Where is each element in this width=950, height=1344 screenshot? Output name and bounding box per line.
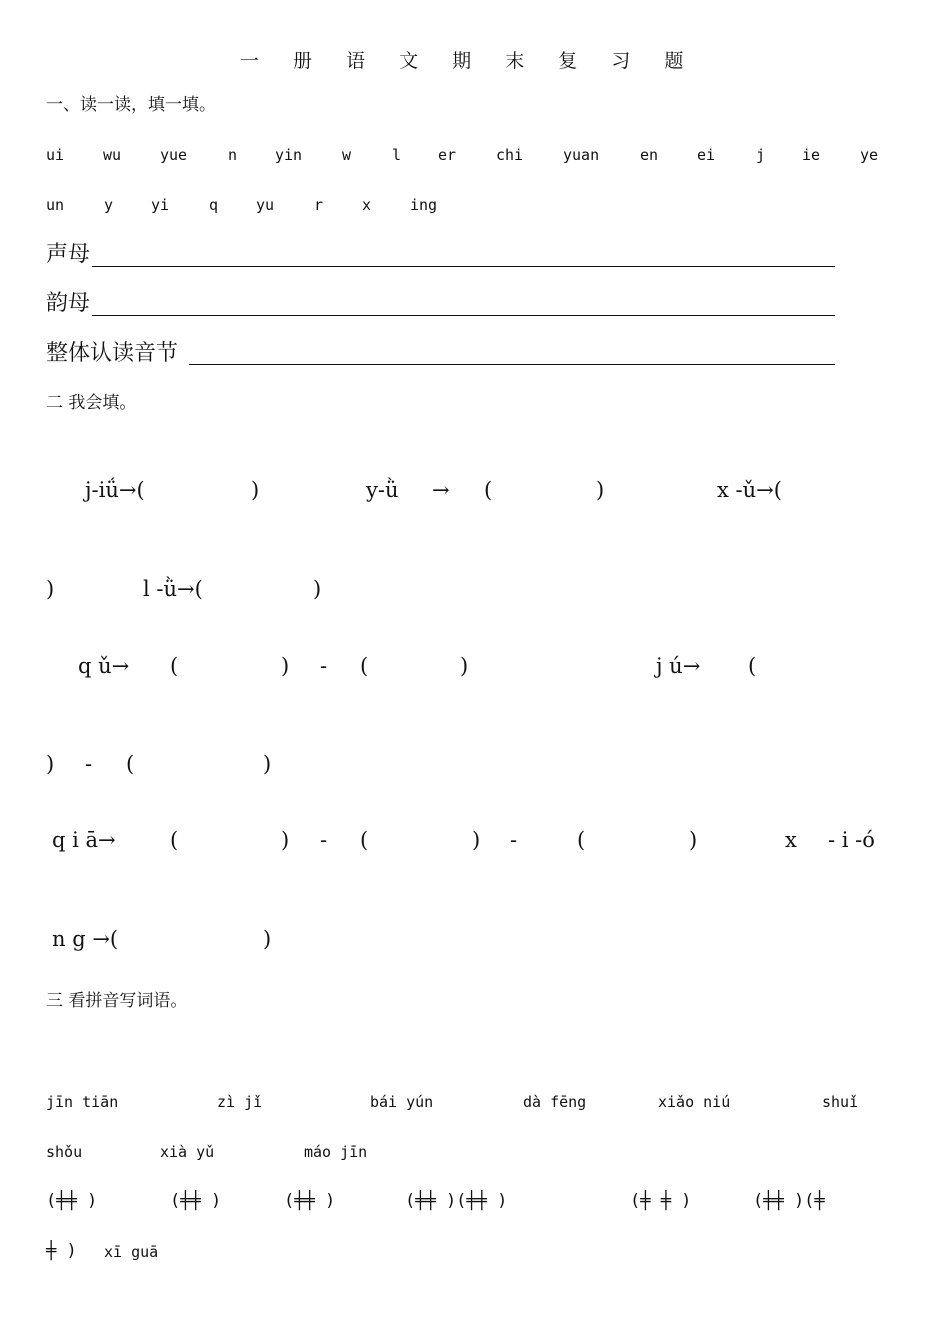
pinyin-item: er (438, 146, 457, 164)
exercise-text: ( (126, 752, 135, 776)
answer-line-shengmu[interactable] (92, 266, 835, 267)
pinyin-item: yi (151, 196, 170, 214)
word-pinyin: jīn tiān (46, 1093, 119, 1111)
section-1-heading: 一、读一读，填一填。 (46, 95, 216, 115)
exercise-text: ) (251, 478, 260, 502)
writing-grid-box[interactable]: (╪╪ ) (46, 1191, 98, 1211)
label-shengmu: 声母 (46, 242, 91, 267)
word-pinyin: bái yún (370, 1093, 434, 1111)
pinyin-item: chi (496, 146, 524, 164)
exercise-text: ) (313, 577, 322, 601)
exercise-text: ) (263, 752, 272, 776)
pinyin-item: yin (275, 146, 303, 164)
pinyin-item: yue (160, 146, 188, 164)
label-yunmu: 韵母 (46, 291, 91, 316)
page-title: 一 册 语 文 期 末 复 习 题 (240, 50, 698, 72)
word-pinyin: zì jǐ (217, 1093, 263, 1111)
pinyin-item: en (640, 146, 659, 164)
pinyin-item: n (228, 146, 238, 164)
exercise-text: - (510, 828, 518, 852)
exercise-text: x (785, 828, 797, 852)
pinyin-item: un (46, 196, 65, 214)
pinyin-item: ing (410, 196, 438, 214)
pinyin-item: yu (256, 196, 275, 214)
answer-line-zhengti[interactable] (189, 364, 835, 365)
writing-grid-box[interactable]: (╪╪ ) (284, 1191, 336, 1211)
exercise-text: ( (170, 828, 179, 852)
exercise-text: ) (460, 654, 469, 678)
exercise-text: ( (484, 478, 493, 502)
pinyin-item: w (342, 146, 352, 164)
exercise-text: ( (360, 828, 369, 852)
word-pinyin: xī guā (104, 1243, 159, 1261)
writing-grid-box[interactable]: (╪╪ ) (170, 1191, 222, 1211)
section-2-heading: 二 我会填。 (46, 393, 137, 413)
exercise-text: ) (46, 577, 55, 601)
exercise-text: ) (689, 828, 698, 852)
pinyin-item: x (362, 196, 372, 214)
answer-line-yunmu[interactable] (92, 315, 835, 316)
exercise-text: ) (596, 478, 605, 502)
section-3-heading: 三 看拼音写词语。 (46, 991, 188, 1011)
label-zhengti: 整体认读音节 (46, 341, 179, 366)
writing-grid-box[interactable]: (╪╪ )(╪ (753, 1191, 825, 1211)
pinyin-item: ui (46, 146, 65, 164)
exercise-text: n g →( (52, 927, 119, 951)
word-pinyin: dà fēng (523, 1093, 587, 1111)
exercise-text: ( (577, 828, 586, 852)
exercise-text: ( (170, 654, 179, 678)
pinyin-item: j (756, 146, 766, 164)
exercise-text: q ǔ→ (78, 654, 130, 678)
pinyin-item: ye (860, 146, 879, 164)
pinyin-item: l (392, 146, 402, 164)
exercise-text: → (432, 478, 450, 502)
exercise-text: - (85, 752, 93, 776)
exercise-text: ( (360, 654, 369, 678)
exercise-text: - i -ó (828, 828, 875, 852)
writing-grid-box[interactable]: (╪ ╪ ) (630, 1191, 692, 1211)
exercise-text: ) (46, 752, 55, 776)
exercise-text: l -ǜ→( (143, 577, 203, 601)
exercise-text: ) (472, 828, 481, 852)
exercise-text: j-iǘ→( (85, 478, 145, 502)
word-pinyin: xià yǔ (160, 1143, 215, 1161)
pinyin-item: q (209, 196, 219, 214)
writing-grid-box[interactable]: ╪ ) (46, 1241, 77, 1261)
exercise-text: ) (281, 654, 290, 678)
word-pinyin: shǒu (46, 1143, 83, 1161)
exercise-text: y-ǜ (366, 478, 399, 502)
pinyin-item: y (104, 196, 114, 214)
exercise-text: - (320, 828, 328, 852)
pinyin-item: ei (697, 146, 716, 164)
pinyin-item: r (314, 196, 324, 214)
word-pinyin: xiǎo niú (658, 1093, 731, 1111)
exercise-text: ) (281, 828, 290, 852)
exercise-text: ( (748, 654, 757, 678)
pinyin-item: yuan (563, 146, 600, 164)
pinyin-item: wu (103, 146, 122, 164)
exercise-text: q i ā→ (52, 828, 116, 852)
exercise-text: j ú→ (656, 654, 701, 678)
exercise-text: - (320, 654, 328, 678)
pinyin-item: ie (802, 146, 821, 164)
exercise-text: ) (263, 927, 272, 951)
word-pinyin: máo jīn (304, 1143, 368, 1161)
exercise-text: x -ǔ→( (717, 478, 782, 502)
writing-grid-box[interactable]: (╪╪ )(╪╪ ) (405, 1191, 508, 1211)
word-pinyin: shuǐ (822, 1093, 859, 1111)
